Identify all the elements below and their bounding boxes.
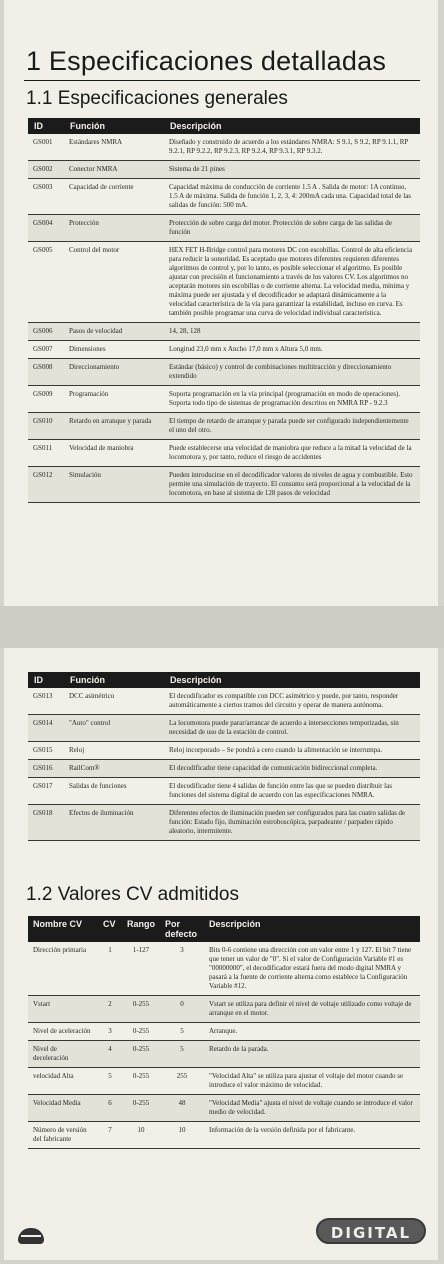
- row-description: El decodificador tiene 4 salidas de función entre las que se pueden distribuir las funciones del sistema digital de acuerdo con las especificaciones NMRA.: [164, 778, 420, 805]
- row-description: Longitud 23,0 mm x Ancho 17,0 mm x Altura 5,0 mm.: [164, 341, 420, 359]
- cv-range: 0-255: [122, 1068, 160, 1095]
- row-id: GS009: [28, 386, 64, 413]
- row-id: GS014: [28, 715, 64, 742]
- page-gap: [0, 606, 444, 648]
- header-cv-description: Descripción: [204, 916, 420, 942]
- row-description: HEX FET H-Bridge control para motores DC con escobillas. Control de alta eficiencia para reducir la sonoridad. Es aceptado que motores diferentes requieren diferentes algoritmos de control y, por lo tanto, es posible seleccionar el algoritmo. Es posible ajustar con precisión el funcionamiento a través de los valores CV. Los algoritmos no aceptarán motores sin escobillas o de corriente alterna. La velocidad media, mínima y máxima puede ser ajustada y el decodificador se adaptará dinámicamente a la velocidad característica de la vía para garantizar la estabilidad, incluso en curva. Es también posible programar una curva de velocidad individual característica.: [164, 242, 420, 323]
- row-description: Diseñado y construido de acuerdo a los estándares NMRA: S 9.1, S 9.2, RP 9.1.1, RP 9.2.1, RP 9.2.2, RP 9.2.3, RP 9.2.4, RP 9.3.1, RP 9.3.2.: [164, 134, 420, 161]
- row-description: La locomotora puede parar/arrancar de acuerdo a intersecciones temporizadas, sin necesidad de uso de la estación de control.: [164, 715, 420, 742]
- row-function: Capacidad de corriente: [64, 179, 164, 215]
- row-description: El tiempo de retardo de arranque y parada puede ser configurado independientemente el uno del otro.: [164, 413, 420, 440]
- row-function: Protección: [64, 215, 164, 242]
- header-function: Función: [64, 118, 164, 134]
- row-id: GS005: [28, 242, 64, 323]
- row-function: Reloj: [64, 742, 164, 760]
- header-description: Descripción: [164, 118, 420, 134]
- row-id: GS003: [28, 179, 64, 215]
- table-row: [28, 386, 420, 413]
- cv-row: [28, 1023, 420, 1041]
- row-id: GS004: [28, 215, 64, 242]
- cv-range: 0-255: [122, 996, 160, 1023]
- row-id: GS018: [28, 805, 64, 841]
- row-description: Puede establecerse una velocidad de maniobra que reduce a la mitad la velocidad de la locomotora y, por tanto, reduce el riesgo de accidentes: [164, 440, 420, 467]
- header-default: Por defecto: [160, 916, 204, 942]
- row-id: GS001: [28, 134, 64, 161]
- cv-row: [28, 1068, 420, 1095]
- row-id: GS013: [28, 688, 64, 715]
- cv-range: 10: [122, 1122, 160, 1149]
- cv-row: [28, 1095, 420, 1122]
- cv-row: [28, 1041, 420, 1068]
- cv-number: 2: [98, 996, 122, 1023]
- cv-header-row: [28, 916, 420, 942]
- row-id: GS007: [28, 341, 64, 359]
- header-range: Rango: [122, 916, 160, 942]
- row-id: GS010: [28, 413, 64, 440]
- cv-number: 1: [98, 942, 122, 996]
- row-description: 14, 28, 128: [164, 323, 420, 341]
- digital-logo: DIGITAL: [316, 1218, 426, 1244]
- row-function: Conector NMRA: [64, 161, 164, 179]
- brand-emblem-icon: [18, 1228, 44, 1244]
- cv-name: Velocidad Media: [28, 1095, 98, 1122]
- table-row: [28, 161, 420, 179]
- cv-name: Dirección primaria: [28, 942, 98, 996]
- row-function: Velocidad de maniobra: [64, 440, 164, 467]
- cv-default: 5: [160, 1023, 204, 1041]
- cv-name: Vstart: [28, 996, 98, 1023]
- page-title: 1 Especificaciones detalladas: [26, 46, 387, 76]
- general-specs-table: [28, 118, 420, 503]
- row-id: GS006: [28, 323, 64, 341]
- row-id: GS011: [28, 440, 64, 467]
- table-row: [28, 134, 420, 161]
- row-description: Estándar (básico) y control de combinaciones multitracción y direccionamiento extendido: [164, 359, 420, 386]
- cv-default: 10: [160, 1122, 204, 1149]
- manual-page-2: [4, 648, 438, 1260]
- table-row: [28, 715, 420, 742]
- cv-default: 48: [160, 1095, 204, 1122]
- table-row: [28, 742, 420, 760]
- cv-number: 3: [98, 1023, 122, 1041]
- table-row: [28, 467, 420, 503]
- cv-row: [28, 996, 420, 1023]
- cv-default: 0: [160, 996, 204, 1023]
- row-description: Soporta programación en la vía principal (programación en modo de operaciones). Soporta todo tipo de sistemas de programación descritos en NMRA RP - 9.2.3: [164, 386, 420, 413]
- table-row: [28, 440, 420, 467]
- table-row: [28, 760, 420, 778]
- cv-name: velocidad Alta: [28, 1068, 98, 1095]
- cv-default: 3: [160, 942, 204, 996]
- row-description: El decodificador es compatible con DCC asimétrico y puede, por tanto, responder automáticamente a ciertos tramos del circuito y operar de manera autónoma.: [164, 688, 420, 715]
- cv-number: 5: [98, 1068, 122, 1095]
- cv-number: 7: [98, 1122, 122, 1149]
- table-row: [28, 413, 420, 440]
- row-id: GS008: [28, 359, 64, 386]
- table-header-row: [28, 118, 420, 134]
- table-row: [28, 359, 420, 386]
- row-function: Control del motor: [64, 242, 164, 323]
- header-id: ID: [28, 118, 64, 134]
- section-heading-cv: 1.2 Valores CV admitidos: [26, 884, 239, 905]
- cv-description: "Velocidad Alta" se utiliza para ajustar el voltaje del motor cuando se introduce el valor máximo de velocidad.: [204, 1068, 420, 1095]
- row-description: Diferentes efectos de iluminación pueden ser configurados para las cuatro salidas de función: Estado fijo, iluminación estroboscópica, parpadeante / parpadeo rápido aleatorio, intermitente.: [164, 805, 420, 841]
- cv-description: Retardo de la parada.: [204, 1041, 420, 1068]
- cv-name: Número de versión del fabricante: [28, 1122, 98, 1149]
- table-row: [28, 778, 420, 805]
- row-id: GS016: [28, 760, 64, 778]
- cv-range: 0-255: [122, 1023, 160, 1041]
- row-description: Reloj incorporado – Se pondrá a cero cuando la alimentación se interrumpa.: [164, 742, 420, 760]
- header-id: ID: [28, 672, 64, 688]
- cv-description: "Velocidad Media" ajusta el nivel de voltaje cuando se introduce el valor medio de velocidad.: [204, 1095, 420, 1122]
- row-function: "Auto" control: [64, 715, 164, 742]
- row-id: GS012: [28, 467, 64, 503]
- cv-range: 1-127: [122, 942, 160, 996]
- cv-description: Información de la versión definida por el fabricante.: [204, 1122, 420, 1149]
- row-function: Dimensiones: [64, 341, 164, 359]
- cv-name: Nivel de aceleración: [28, 1023, 98, 1041]
- cv-values-table: [28, 916, 420, 1149]
- row-function: Estándares NMRA: [64, 134, 164, 161]
- cv-description: Vstart se utiliza para definir el nivel de voltaje utilizado como voltaje de arranque en el motor.: [204, 996, 420, 1023]
- row-description: El decodificador tiene capacidad de comunicación bidireccional completa.: [164, 760, 420, 778]
- row-description: Capacidad máxima de conducción de corriente 1.5 A . Salida de motor: 1A continuo, 1.5 A de máxima. Salida de función 1, 2, 3, 4: 200mA cada una. Capacidad total de las salidas de función: 500 mA.: [164, 179, 420, 215]
- row-function: DCC asimétrico: [64, 688, 164, 715]
- manual-page-1: [4, 0, 438, 606]
- row-id: GS015: [28, 742, 64, 760]
- row-function: Salidas de funciones: [64, 778, 164, 805]
- section-heading-general: 1.1 Especificaciones generales: [26, 88, 288, 109]
- row-function: Efectos de iluminación: [64, 805, 164, 841]
- table-row: [28, 688, 420, 715]
- header-cv-name: Nombre CV: [28, 916, 98, 942]
- row-function: Simulación: [64, 467, 164, 503]
- row-description: Protección de sobre carga del motor. Protección de sobre carga de las salidas de función: [164, 215, 420, 242]
- title-rule: [24, 80, 420, 81]
- cv-description: Bits 0-6 contiene una dirección con un valor entre 1 y 127. El bit 7 tiene que tener un valor de "0". Si el valor de Configuración Variable #1 es "00000000", el decodificador estará fuera del modo digital NMRA y pasará a la fuente de corriente alterna como establece la Configuración Variable #12.: [204, 942, 420, 996]
- row-function: Direccionamiento: [64, 359, 164, 386]
- cv-description: Arranque.: [204, 1023, 420, 1041]
- cv-default: 255: [160, 1068, 204, 1095]
- cv-range: 0-255: [122, 1095, 160, 1122]
- cv-number: 6: [98, 1095, 122, 1122]
- row-description: Sistema de 21 pines: [164, 161, 420, 179]
- row-function: Programación: [64, 386, 164, 413]
- row-function: Retardo en arranque y parada: [64, 413, 164, 440]
- cv-number: 4: [98, 1041, 122, 1068]
- row-id: GS017: [28, 778, 64, 805]
- table-row: [28, 242, 420, 323]
- header-description: Descripción: [164, 672, 420, 688]
- table-row: [28, 215, 420, 242]
- row-function: Pasos de velocidad: [64, 323, 164, 341]
- table-header-row: [28, 672, 420, 688]
- cv-name: Nivel de deceleración: [28, 1041, 98, 1068]
- table-row: [28, 323, 420, 341]
- row-function: RailCom®: [64, 760, 164, 778]
- table-row: [28, 341, 420, 359]
- header-function: Función: [64, 672, 164, 688]
- cv-row: [28, 942, 420, 996]
- row-description: Pueden introducirse en el decodificador valores de niveles de agua y combustible. Esto permite una simulación de trayecto. El consumo será proporcional a la velocidad de la locomotora, en base al sistema de 128 pasos de velocidad: [164, 467, 420, 503]
- general-specs-table-continued: [28, 672, 420, 841]
- cv-range: 0-255: [122, 1041, 160, 1068]
- cv-default: 5: [160, 1041, 204, 1068]
- table-row: [28, 179, 420, 215]
- table-row: [28, 805, 420, 841]
- row-id: GS002: [28, 161, 64, 179]
- header-cv: CV: [98, 916, 122, 942]
- cv-row: [28, 1122, 420, 1149]
